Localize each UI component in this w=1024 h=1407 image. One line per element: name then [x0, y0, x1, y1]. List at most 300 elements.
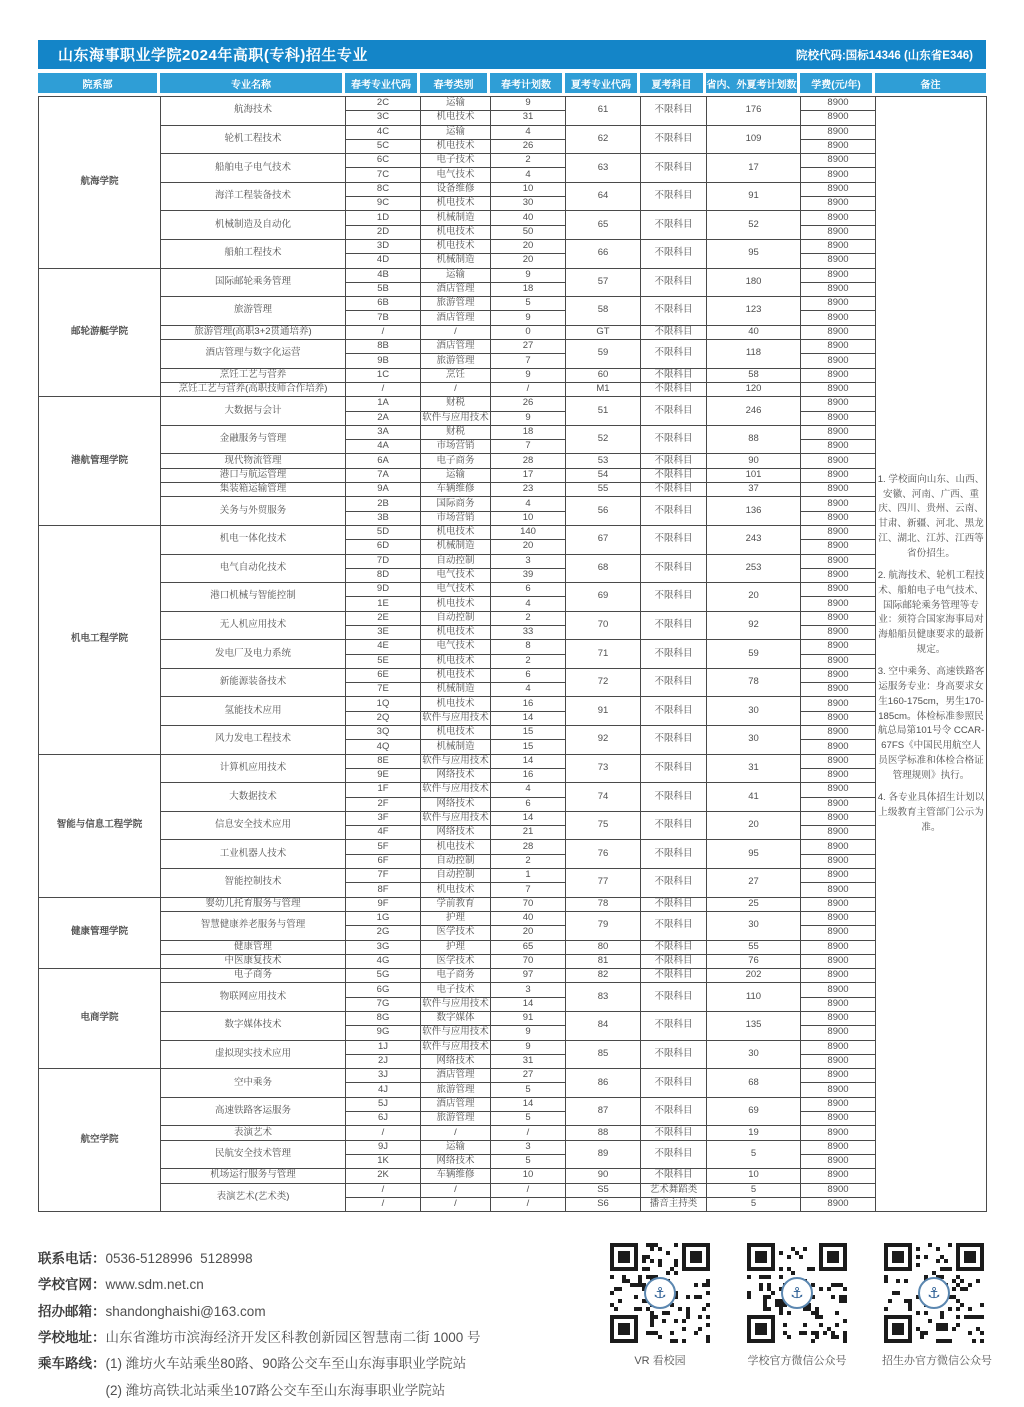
spring-plan-cell: 16	[491, 768, 566, 782]
spring-plan-cell: 40	[491, 911, 566, 925]
spring-category-cell: 运输	[421, 268, 491, 282]
spring-code-cell: 5F	[346, 840, 421, 854]
spring-category-cell: 酒店管理	[421, 311, 491, 325]
qr-caption: 学校官方微信公众号	[747, 1355, 847, 1368]
spring-plan-cell: 7	[491, 440, 566, 454]
summer-subject-cell: 不限科目	[641, 97, 707, 126]
major-name-cell: 集装箱运输管理	[161, 483, 346, 497]
anchor-logo-icon: ⚓	[918, 1277, 950, 1309]
spring-plan-cell: 3	[491, 1140, 566, 1154]
anchor-logo-icon: ⚓	[644, 1277, 676, 1309]
spring-code-cell: 6F	[346, 854, 421, 868]
tuition-cell: 8900	[801, 197, 876, 211]
tuition-cell: 8900	[801, 382, 876, 396]
tuition-cell: 8900	[801, 1097, 876, 1111]
tuition-cell: 8900	[801, 597, 876, 611]
column-header: 夏考科目	[640, 73, 706, 93]
spring-category-cell: 市场营销	[421, 511, 491, 525]
spring-category-cell: 机械制造	[421, 740, 491, 754]
summer-subject-cell: 不限科目	[641, 397, 707, 426]
summer-plan-cell: 135	[707, 1012, 801, 1041]
spring-plan-cell: 6	[491, 797, 566, 811]
tuition-cell: 8900	[801, 139, 876, 153]
contact-row	[38, 1272, 608, 1298]
spring-plan-cell: 10	[491, 182, 566, 196]
summer-plan-cell: 25	[707, 897, 801, 911]
spring-plan-cell: 1	[491, 869, 566, 883]
summer-subject-cell: 不限科目	[641, 382, 707, 396]
title-bar	[38, 40, 986, 69]
tuition-cell: 8900	[801, 154, 876, 168]
summer-code-cell: 55	[566, 483, 641, 497]
tuition-cell: 8900	[801, 711, 876, 725]
tuition-cell: 8900	[801, 497, 876, 511]
summer-code-cell: 81	[566, 954, 641, 968]
spring-category-cell: 自动控制	[421, 554, 491, 568]
summer-code-cell: 85	[566, 1040, 641, 1069]
summer-subject-cell: 不限科目	[641, 697, 707, 726]
spring-plan-cell: 9	[491, 311, 566, 325]
spring-plan-cell: 15	[491, 740, 566, 754]
summer-subject-cell: 不限科目	[641, 525, 707, 554]
summer-plan-cell: 95	[707, 239, 801, 268]
tuition-cell: 8900	[801, 254, 876, 268]
summer-subject-cell: 不限科目	[641, 1012, 707, 1041]
summer-plan-cell: 20	[707, 583, 801, 612]
spring-category-cell: 车辆维修	[421, 1169, 491, 1183]
major-name-cell: 中医康复技术	[161, 954, 346, 968]
qr-code-image	[747, 1243, 847, 1343]
tuition-cell: 8900	[801, 826, 876, 840]
summer-code-cell: 86	[566, 1069, 641, 1098]
summer-subject-cell: 不限科目	[641, 754, 707, 783]
summer-subject-cell: 不限科目	[641, 497, 707, 526]
spring-plan-cell: 28	[491, 840, 566, 854]
spring-category-cell: 运输	[421, 125, 491, 139]
department-cell: 智能与信息工程学院	[39, 754, 161, 897]
summer-plan-cell: 5	[707, 1183, 801, 1197]
summer-code-cell: 79	[566, 911, 641, 940]
spring-category-cell: /	[421, 1197, 491, 1211]
contact-label: 招办邮箱：	[38, 1303, 106, 1319]
spring-code-cell: 3C	[346, 111, 421, 125]
tuition-cell: 8900	[801, 1112, 876, 1126]
spring-code-cell: 1A	[346, 397, 421, 411]
tuition-cell: 8900	[801, 854, 876, 868]
summer-plan-cell: 92	[707, 611, 801, 640]
spring-category-cell: 软件与应用技术	[421, 1026, 491, 1040]
spring-category-cell: /	[421, 382, 491, 396]
spring-plan-cell: 5	[491, 1112, 566, 1126]
contact-row	[38, 1325, 608, 1351]
summer-subject-cell: 不限科目	[641, 182, 707, 211]
spring-category-cell: 车辆维修	[421, 483, 491, 497]
spring-code-cell: 9B	[346, 354, 421, 368]
spring-category-cell: 软件与应用技术	[421, 783, 491, 797]
major-name-cell: 旅游管理(高职3+2贯通培养)	[161, 325, 346, 339]
spring-plan-cell: 14	[491, 997, 566, 1011]
spring-code-cell: 5D	[346, 525, 421, 539]
spring-code-cell: 5E	[346, 654, 421, 668]
tuition-cell: 8900	[801, 454, 876, 468]
spring-code-cell: 3F	[346, 811, 421, 825]
department-cell: 电商学院	[39, 969, 161, 1069]
summer-subject-cell: 不限科目	[641, 611, 707, 640]
spring-category-cell: 机械制造	[421, 540, 491, 554]
summer-subject-cell: 不限科目	[641, 983, 707, 1012]
summer-plan-cell: 246	[707, 397, 801, 426]
tuition-cell: 8900	[801, 1154, 876, 1168]
tuition-cell: 8900	[801, 111, 876, 125]
summer-subject-cell: 不限科目	[641, 483, 707, 497]
summer-code-cell: 87	[566, 1097, 641, 1126]
summer-code-cell: 69	[566, 583, 641, 612]
summer-code-cell: 61	[566, 97, 641, 126]
tuition-cell: 8900	[801, 511, 876, 525]
spring-category-cell: 数字媒体	[421, 1012, 491, 1026]
spring-plan-cell: 15	[491, 726, 566, 740]
tuition-cell: 8900	[801, 368, 876, 382]
spring-plan-cell: /	[491, 1126, 566, 1140]
spring-category-cell: 酒店管理	[421, 1069, 491, 1083]
major-name-cell: 表演艺术	[161, 1126, 346, 1140]
spring-code-cell: /	[346, 1197, 421, 1211]
tuition-cell: 8900	[801, 554, 876, 568]
spring-code-cell: 8B	[346, 340, 421, 354]
table-column-header	[38, 73, 986, 93]
spring-code-cell: 8G	[346, 1012, 421, 1026]
spring-category-cell: 护理	[421, 911, 491, 925]
spring-plan-cell: 70	[491, 954, 566, 968]
spring-plan-cell: 8	[491, 640, 566, 654]
column-header: 春考计划数	[490, 73, 565, 93]
summer-code-cell: 91	[566, 697, 641, 726]
tuition-cell: 8900	[801, 1054, 876, 1068]
tuition-cell: 8900	[801, 640, 876, 654]
major-name-cell: 新能源装备技术	[161, 668, 346, 697]
contact-row	[38, 1351, 608, 1404]
spring-plan-cell: 3	[491, 554, 566, 568]
spring-category-cell: 电子商务	[421, 969, 491, 983]
spring-category-cell: 电子技术	[421, 983, 491, 997]
summer-code-cell: 59	[566, 340, 641, 369]
summer-code-cell: 68	[566, 554, 641, 583]
spring-code-cell: 2J	[346, 1054, 421, 1068]
spring-plan-cell: 4	[491, 125, 566, 139]
spring-code-cell: 3A	[346, 425, 421, 439]
summer-code-cell: 84	[566, 1012, 641, 1041]
major-name-cell: 机械制造及自动化	[161, 211, 346, 240]
major-name-cell: 民航安全技术管理	[161, 1140, 346, 1169]
spring-plan-cell: 10	[491, 1169, 566, 1183]
spring-category-cell: 机电技术	[421, 597, 491, 611]
qr-code-image	[884, 1243, 984, 1343]
remark-paragraph: 2. 航海技术、轮机工程技术、船舶电子电气技术、国际邮轮乘务管理等专业：须符合国家海事局对海船船员健康要求的最新规定。	[877, 569, 985, 656]
spring-category-cell: 电气技术	[421, 640, 491, 654]
contact-value: www.sdm.net.cn	[105, 1277, 204, 1293]
tuition-cell: 8900	[801, 211, 876, 225]
summer-plan-cell: 55	[707, 940, 801, 954]
spring-category-cell: 财税	[421, 425, 491, 439]
summer-subject-cell: 不限科目	[641, 297, 707, 326]
summer-code-cell: 67	[566, 525, 641, 554]
spring-code-cell: 9A	[346, 483, 421, 497]
tuition-cell: 8900	[801, 683, 876, 697]
spring-category-cell: 电气技术	[421, 568, 491, 582]
summer-plan-cell: 176	[707, 97, 801, 126]
major-name-cell: 健康管理	[161, 940, 346, 954]
major-name-cell: 发电厂及电力系统	[161, 640, 346, 669]
summer-plan-cell: 253	[707, 554, 801, 583]
spring-category-cell: 医学技术	[421, 954, 491, 968]
summer-subject-cell: 不限科目	[641, 840, 707, 869]
column-header: 专业名称	[160, 73, 345, 93]
spring-code-cell: 6D	[346, 540, 421, 554]
spring-category-cell: 网络技术	[421, 826, 491, 840]
spring-category-cell: 机电技术	[421, 726, 491, 740]
spring-code-cell: 4G	[346, 954, 421, 968]
column-header: 春考专业代码	[345, 73, 420, 93]
summer-subject-cell: 不限科目	[641, 640, 707, 669]
spring-category-cell: 软件与应用技术	[421, 1040, 491, 1054]
spring-category-cell: 旅游管理	[421, 1083, 491, 1097]
summer-subject-cell: 不限科目	[641, 897, 707, 911]
summer-plan-cell: 31	[707, 754, 801, 783]
spring-plan-cell: 26	[491, 139, 566, 153]
spring-category-cell: 机电技术	[421, 654, 491, 668]
remarks-cell	[876, 97, 987, 1212]
tuition-cell: 8900	[801, 411, 876, 425]
summer-plan-cell: 19	[707, 1126, 801, 1140]
spring-code-cell: /	[346, 1183, 421, 1197]
summer-code-cell: 72	[566, 668, 641, 697]
school-code: 院校代码:国标14346 (山东省E346)	[795, 49, 973, 62]
spring-category-cell: 机电技术	[421, 697, 491, 711]
tuition-cell: 8900	[801, 282, 876, 296]
major-name-cell: 工业机器人技术	[161, 840, 346, 869]
spring-code-cell: 9D	[346, 583, 421, 597]
summer-code-cell: 64	[566, 182, 641, 211]
major-name-cell: 数字媒体技术	[161, 1012, 346, 1041]
summer-code-cell: 89	[566, 1140, 641, 1169]
spring-category-cell: 机械制造	[421, 211, 491, 225]
tuition-cell: 8900	[801, 568, 876, 582]
spring-category-cell: 网络技术	[421, 1054, 491, 1068]
summer-code-cell: 73	[566, 754, 641, 783]
spring-plan-cell: 7	[491, 354, 566, 368]
major-name-cell: 物联网应用技术	[161, 983, 346, 1012]
summer-plan-cell: 69	[707, 1097, 801, 1126]
spring-code-cell: /	[346, 382, 421, 396]
major-name-cell: 电气自动化技术	[161, 554, 346, 583]
spring-plan-cell: 27	[491, 340, 566, 354]
summer-plan-cell: 110	[707, 983, 801, 1012]
spring-code-cell: 6A	[346, 454, 421, 468]
spring-plan-cell: 70	[491, 897, 566, 911]
spring-code-cell: 1E	[346, 597, 421, 611]
summer-subject-cell: 不限科目	[641, 911, 707, 940]
summer-code-cell: 57	[566, 268, 641, 297]
spring-plan-cell: 27	[491, 1069, 566, 1083]
spring-plan-cell: 4	[491, 683, 566, 697]
spring-plan-cell: 18	[491, 425, 566, 439]
spring-plan-cell: 5	[491, 297, 566, 311]
spring-code-cell: 4F	[346, 826, 421, 840]
spring-code-cell: 6J	[346, 1112, 421, 1126]
spring-category-cell: 运输	[421, 1140, 491, 1154]
summer-plan-cell: 30	[707, 1040, 801, 1069]
spring-plan-cell: 4	[491, 597, 566, 611]
tuition-cell: 8900	[801, 911, 876, 925]
spring-code-cell: 1C	[346, 368, 421, 382]
tuition-cell: 8900	[801, 840, 876, 854]
summer-code-cell: 62	[566, 125, 641, 154]
major-name-cell: 旅游管理	[161, 297, 346, 326]
spring-plan-cell: 30	[491, 197, 566, 211]
spring-plan-cell: 6	[491, 583, 566, 597]
qr-code-group	[608, 1243, 992, 1404]
spring-code-cell: 8C	[346, 182, 421, 196]
spring-plan-cell: 50	[491, 225, 566, 239]
spring-code-cell: 7G	[346, 997, 421, 1011]
summer-subject-cell: 艺术舞蹈类	[641, 1183, 707, 1197]
spring-category-cell: 机电技术	[421, 225, 491, 239]
summer-plan-cell: 243	[707, 525, 801, 554]
spring-code-cell: 1K	[346, 1154, 421, 1168]
spring-plan-cell: 65	[491, 940, 566, 954]
tuition-cell: 8900	[801, 668, 876, 682]
spring-category-cell: 电子技术	[421, 154, 491, 168]
spring-code-cell: 6B	[346, 297, 421, 311]
tuition-cell: 8900	[801, 354, 876, 368]
spring-plan-cell: 40	[491, 211, 566, 225]
tuition-cell: 8900	[801, 1169, 876, 1183]
major-name-cell: 婴幼儿托育服务与管理	[161, 897, 346, 911]
summer-subject-cell: 不限科目	[641, 954, 707, 968]
major-name-cell: 机电一体化技术	[161, 525, 346, 554]
major-name-cell: 国际邮轮乘务管理	[161, 268, 346, 297]
qr-code-block	[608, 1243, 712, 1368]
tuition-cell: 8900	[801, 811, 876, 825]
summer-plan-cell: 136	[707, 497, 801, 526]
spring-plan-cell: 2	[491, 154, 566, 168]
tuition-cell: 8900	[801, 540, 876, 554]
summer-plan-cell: 17	[707, 154, 801, 183]
tuition-cell: 8900	[801, 583, 876, 597]
major-name-cell: 信息安全技术应用	[161, 811, 346, 840]
major-name-cell: 大数据与会计	[161, 397, 346, 426]
summer-plan-cell: 68	[707, 1069, 801, 1098]
major-name-cell: 烹饪工艺与营养(高职技师合作培养)	[161, 382, 346, 396]
spring-plan-cell: 21	[491, 826, 566, 840]
spring-code-cell: 5G	[346, 969, 421, 983]
major-name-cell: 港口机械与智能控制	[161, 583, 346, 612]
summer-plan-cell: 95	[707, 840, 801, 869]
tuition-cell: 8900	[801, 726, 876, 740]
contact-label: 学校地址：	[38, 1330, 106, 1346]
spring-code-cell: 4J	[346, 1083, 421, 1097]
spring-category-cell: 自动控制	[421, 611, 491, 625]
summer-subject-cell: 不限科目	[641, 368, 707, 382]
column-header: 夏考专业代码	[565, 73, 640, 93]
department-cell: 航海学院	[39, 97, 161, 269]
spring-plan-cell: 14	[491, 811, 566, 825]
summer-plan-cell: 20	[707, 811, 801, 840]
summer-subject-cell: 不限科目	[641, 869, 707, 898]
major-name-cell: 轮机工程技术	[161, 125, 346, 154]
spring-category-cell: 机电技术	[421, 625, 491, 639]
spring-plan-cell: 2	[491, 611, 566, 625]
page-footer	[38, 1243, 992, 1404]
spring-code-cell: 6E	[346, 668, 421, 682]
tuition-cell: 8900	[801, 954, 876, 968]
summer-plan-cell: 10	[707, 1169, 801, 1183]
spring-plan-cell: 0	[491, 325, 566, 339]
summer-subject-cell: 不限科目	[641, 154, 707, 183]
tuition-cell: 8900	[801, 697, 876, 711]
summer-subject-cell: 不限科目	[641, 726, 707, 755]
major-name-cell: 大数据技术	[161, 783, 346, 812]
qr-code-image	[610, 1243, 710, 1343]
spring-plan-cell: 20	[491, 926, 566, 940]
summer-code-cell: S5	[566, 1183, 641, 1197]
spring-plan-cell: 4	[491, 168, 566, 182]
tuition-cell: 8900	[801, 1083, 876, 1097]
spring-plan-cell: 18	[491, 282, 566, 296]
spring-code-cell: 7D	[346, 554, 421, 568]
summer-subject-cell: 不限科目	[641, 425, 707, 454]
spring-code-cell: 6C	[346, 154, 421, 168]
summer-subject-cell: 不限科目	[641, 340, 707, 369]
major-name-cell: 港口与航运管理	[161, 468, 346, 482]
summer-code-cell: 77	[566, 869, 641, 898]
spring-code-cell: 7B	[346, 311, 421, 325]
major-name-cell: 智慧健康养老服务与管理	[161, 911, 346, 940]
remark-paragraph: 3. 空中乘务、高速铁路客运服务专业：身高要求女生160-175cm，男生170-185cm。体检标准参照民航总局第101号令 CCAR-67FS《中国民用航空人员医学标准和体检合格证管理规则》执行。	[877, 666, 985, 782]
spring-category-cell: 软件与应用技术	[421, 997, 491, 1011]
qr-code-block	[745, 1243, 849, 1368]
spring-code-cell: 4D	[346, 254, 421, 268]
spring-code-cell: 2B	[346, 497, 421, 511]
spring-plan-cell: 26	[491, 397, 566, 411]
tuition-cell: 8900	[801, 340, 876, 354]
tuition-cell: 8900	[801, 869, 876, 883]
spring-category-cell: 学前教育	[421, 897, 491, 911]
summer-subject-cell: 不限科目	[641, 811, 707, 840]
spring-category-cell: 国际商务	[421, 497, 491, 511]
spring-code-cell: 5C	[346, 139, 421, 153]
tuition-cell: 8900	[801, 1183, 876, 1197]
spring-code-cell: /	[346, 325, 421, 339]
contact-label: 学校官网：	[38, 1277, 106, 1293]
spring-category-cell: 运输	[421, 97, 491, 111]
spring-category-cell: 机电技术	[421, 840, 491, 854]
spring-code-cell: /	[346, 1126, 421, 1140]
spring-code-cell: 4B	[346, 268, 421, 282]
spring-category-cell: 机电技术	[421, 239, 491, 253]
spring-category-cell: 自动控制	[421, 854, 491, 868]
column-header: 院系部	[38, 73, 160, 93]
spring-plan-cell: 4	[491, 783, 566, 797]
summer-code-cell: 76	[566, 840, 641, 869]
spring-category-cell: 烹饪	[421, 368, 491, 382]
summer-subject-cell: 不限科目	[641, 1097, 707, 1126]
spring-code-cell: 2A	[346, 411, 421, 425]
tuition-cell: 8900	[801, 525, 876, 539]
tuition-cell: 8900	[801, 97, 876, 111]
page-title: 山东海事职业学院2024年高职(专科)招生专业	[58, 47, 368, 64]
spring-category-cell: 网络技术	[421, 797, 491, 811]
